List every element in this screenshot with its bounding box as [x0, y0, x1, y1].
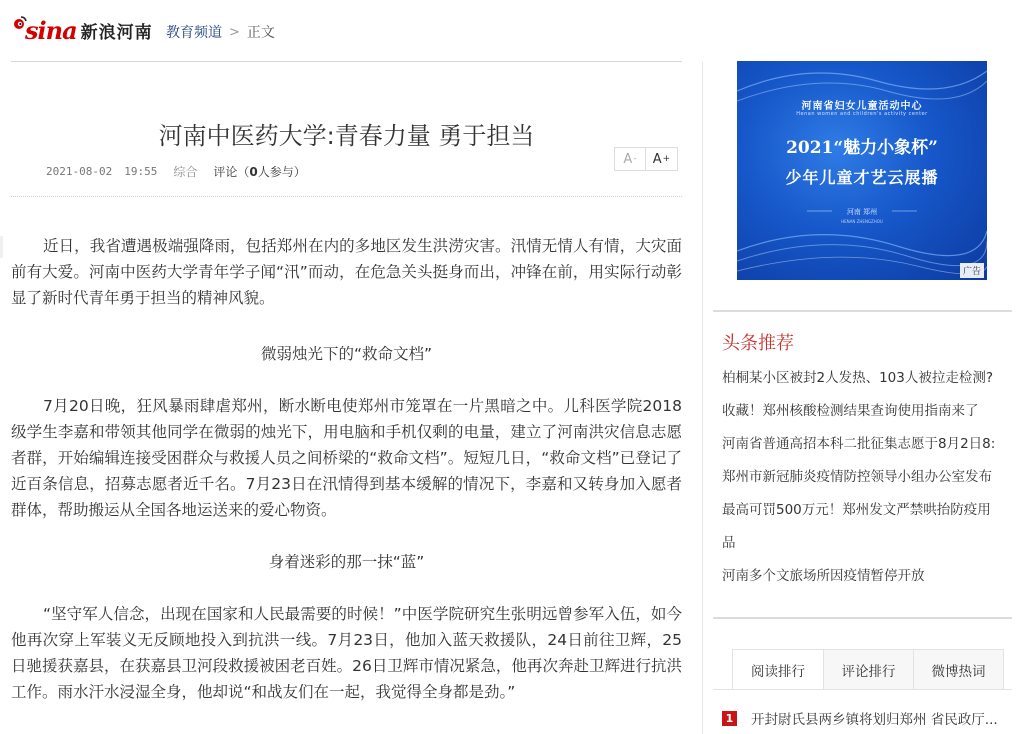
ranking-tabs: [732, 649, 1004, 690]
font-smaller-button[interactable]: [614, 147, 646, 171]
font-larger-button[interactable]: [646, 147, 678, 171]
article-time: 19:55: [124, 165, 158, 178]
headline-item[interactable]: 河南多个文旅场所因疫情暂停开放: [722, 568, 925, 584]
article-paragraph: 近日，我省遭遇极端强降雨，包括郑州在内的多地区发生洪涝灾害。汛情无情人有情，大灾面前有大爱。河南中医药大学青年学子闻“汛”而动，在危急关头挺身而出，冲锋在前，用实际行动彰显了新时代青年勇于担当的精神风貌。: [11, 237, 682, 307]
article-subheading: 微弱烛光下的“救命文档”: [260, 345, 433, 363]
sina-logo[interactable]: [11, 14, 153, 46]
font-size-controls: [614, 147, 678, 171]
headline-item[interactable]: 最高可罚500万元！郑州发文严禁哄抬防疫用: [722, 502, 991, 518]
rank-title: 开封尉氏县两乡镇将划归郑州 省民政厅...: [751, 712, 998, 728]
font-smaller-sign: -: [633, 154, 637, 164]
article-category-link[interactable]: 综合: [173, 165, 198, 179]
tab-read-ranking[interactable]: 阅读排行: [733, 650, 823, 690]
tab-comment-ranking[interactable]: 评论排行: [823, 650, 913, 690]
headline-item[interactable]: 收藏！郑州核酸检测结果查询使用指南来了: [722, 403, 979, 419]
article-date: 2021-08-02: [46, 165, 113, 178]
ad-banner[interactable]: [737, 61, 987, 280]
comment-suffix: 人参与）: [257, 165, 306, 179]
breadcrumb-current: 正文: [246, 25, 275, 41]
comment-count: 0: [249, 165, 258, 179]
breadcrumb-category-link[interactable]: 教育频道: [166, 25, 222, 41]
tab-weibo-hot[interactable]: 微博热词: [913, 650, 1003, 690]
article-paragraph: 7月20日晚，狂风暴雨肆虐郑州，断水断电使郑州市笼罩在一片黑暗之中。儿科医学院2018级学生李嘉和带领其他同学在微弱的烛光下，用电脑和手机仅剩的电量，建立了河南洪灾信息志愿者群，开始编辑连接受困群众与救援人员之间桥梁的“救命文档”。短短几日，“救命文档”已登记了近百条信息，招募志愿者近千名。7月23日在汛情得到基本缓解的情况下，李嘉和又转身加入愿者群体，帮助搬运从全国各地运送来的爱心物资。: [11, 397, 682, 519]
font-smaller-label: A: [623, 151, 633, 167]
rank-number: 1: [722, 711, 737, 726]
header-divider: [11, 61, 682, 62]
article-meta: [46, 163, 306, 180]
breadcrumb-separator: >: [229, 24, 240, 40]
sidebar-divider: [713, 310, 1012, 312]
article-paragraph: “坚守军人信念，出现在国家和人民最需要的时候！”中医学院研究生张明远曾参军入伍，如今他再次穿上军装义无反顾地投入到抗洪一线。7月23日，他加入蓝天救援队，24日前往卫辉，25日驰援获嘉县，在获嘉县卫河段救援被困老百姓。26日卫辉市情况紧急，他再次奔赴卫辉进行抗洪工作。雨水汗水浸湿全身，他却说“和战友们在一起，我觉得全身都是劲。”: [11, 605, 682, 701]
headline-item[interactable]: 品: [722, 535, 736, 551]
ad-subheadline: 少年儿童才艺云展播: [785, 168, 939, 187]
ad-organizer-en: Henan women and children's activity center: [796, 111, 928, 117]
breadcrumb: [166, 22, 275, 42]
headline-list: [722, 362, 1006, 593]
sina-eye-icon: [11, 15, 27, 31]
headline-item[interactable]: 河南省普通高招本科二批征集志愿于8月2日8:: [722, 436, 996, 452]
font-larger-label: A: [652, 151, 662, 167]
ad-location-en: HENAN ZHENGZHOU: [841, 219, 883, 224]
ranking-item[interactable]: [722, 708, 1012, 728]
headline-item[interactable]: 柏桐某小区被封2人发热、103人被拉走检测?: [722, 370, 994, 386]
ad-organizer: 河南省妇女儿童活动中心: [801, 101, 923, 112]
sina-wordmark: sina: [25, 15, 77, 45]
section-title: 头条推荐: [722, 333, 794, 354]
article-subheading: 身着迷彩的那一抹“蓝”: [268, 553, 425, 571]
tab-underline: [713, 689, 1012, 690]
font-larger-sign: +: [662, 154, 671, 164]
comment-link[interactable]: [213, 163, 305, 180]
ad-headline: 2021“魅力小象杯”: [786, 138, 938, 158]
top-bar: [0, 0, 700, 62]
headline-item[interactable]: 郑州市新冠肺炎疫情防控领导小组办公室发布: [722, 469, 992, 485]
ad-badge: 广告: [960, 263, 984, 278]
sidebar-divider: [713, 617, 1012, 619]
article-title: 河南中医药大学:青春力量 勇于担当: [158, 122, 535, 151]
column-divider: [702, 62, 703, 734]
comment-label: 评论（: [213, 165, 250, 179]
site-name: 新浪河南: [80, 22, 153, 43]
side-tab-marker: [0, 236, 3, 258]
ad-location: 河南 郑州: [846, 208, 878, 216]
article-divider: [11, 196, 682, 197]
